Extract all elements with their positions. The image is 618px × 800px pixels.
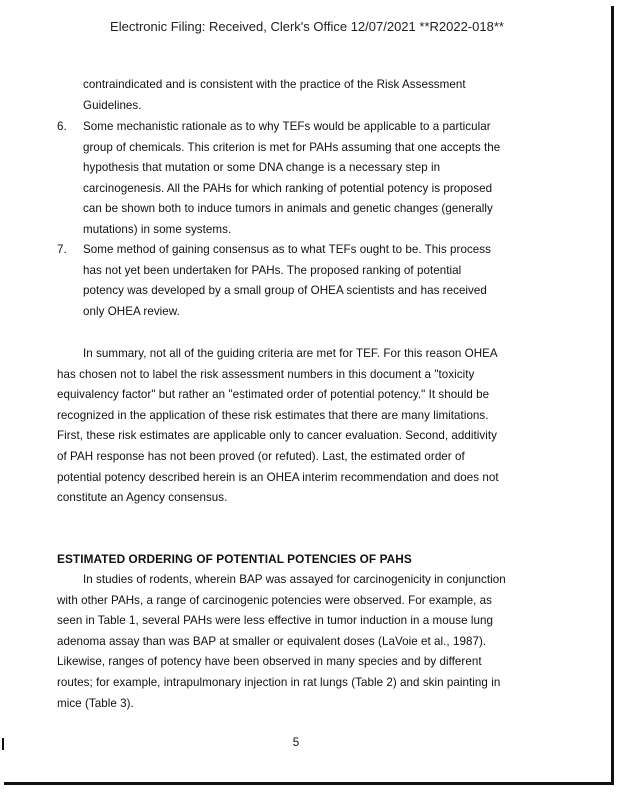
text-line: with other PAHs, a range of carcinogenic potencies were observed. For example, as [57,593,492,607]
list-item-7 [83,240,491,322]
text-line: potency was developed by a small group of OHEA scientists and has received [83,284,487,298]
text-line: Guidelines. [83,98,142,112]
text-line: has not yet been undertaken for PAHs. The proposed ranking of potential [83,263,462,277]
text-line: constitute an Agency consensus. [57,491,228,505]
text-line: can be shown both to induce tumors in animals and genetic changes (generally [83,202,493,216]
text-line: In summary, not all of the guiding criteria are met for TEF. For this reason OHEA [83,347,498,360]
text-line: contraindicated and is consistent with the practice of the Risk Assessment [83,78,466,91]
text-line: only OHEA review. [83,304,180,318]
text-line: adenoma assay than was BAP at smaller or equivalent doses (LaVoie et al., 1987). [57,634,487,648]
text-line: group of chemicals. This criterion is met for PAHs assuming that one accepts the [83,140,501,154]
text-line: hypothesis that mutation or some DNA change is a necessary step in [83,161,441,175]
continuation-block [83,75,466,116]
text-line: routes; for example, intrapulmonary injection in rat lungs (Table 2) and skin painting in [57,675,501,689]
text-line: equivalency factor" but rather an "estimated order of potential potency." It should be [57,388,490,402]
filing-stamp: Electronic Filing: Received, Clerk's Office 12/07/2021 **R2022-018** [110,19,504,34]
section-heading: ESTIMATED ORDERING OF POTENTIAL POTENCIES OF PAHS [57,552,412,566]
summary-paragraph [57,344,499,509]
text-line: has chosen not to label the risk assessment numbers in this document a "toxicity [57,367,475,381]
page-number: 5 [292,736,300,749]
text-line: Some mechanistic rationale as to why TEFs would be applicable to a particular [83,120,491,133]
scan-edge-bottom [4,782,614,785]
text-line: mice (Table 3). [57,696,134,710]
text-line: First, these risk estimates are applicable only to cancer evaluation. Second, additivity [57,429,498,443]
section-paragraph [57,570,506,714]
scan-edge-right [611,6,614,784]
text-line: carcinogenesis. All the PAHs for which ranking of potential potency is proposed [83,181,493,195]
text-line: recognized in the application of these risk estimates that there are many limitations. [57,408,489,422]
text-line: In studies of rodents, wherein BAP was assayed for carcinogenicity in conjunction [83,573,506,586]
text-line: potential potency described herein is an OHEA interim recommendation and does not [57,470,499,484]
text-line: Likewise, ranges of potency have been observed in many species and by different [57,655,482,669]
text-line: of PAH response has not been proved (or refuted). Last, the estimated order of [57,449,465,463]
item-number: 7. [57,243,67,256]
text-line: mutations) in some systems. [83,222,232,236]
text-line: Some method of gaining consensus as to what TEFs ought to be. This process [83,243,491,256]
list-item-6 [83,117,500,241]
item-number: 6. [57,120,67,133]
text-line: seen in Table 1, several PAHs were less effective in tumor induction in a mouse lung [57,614,493,628]
